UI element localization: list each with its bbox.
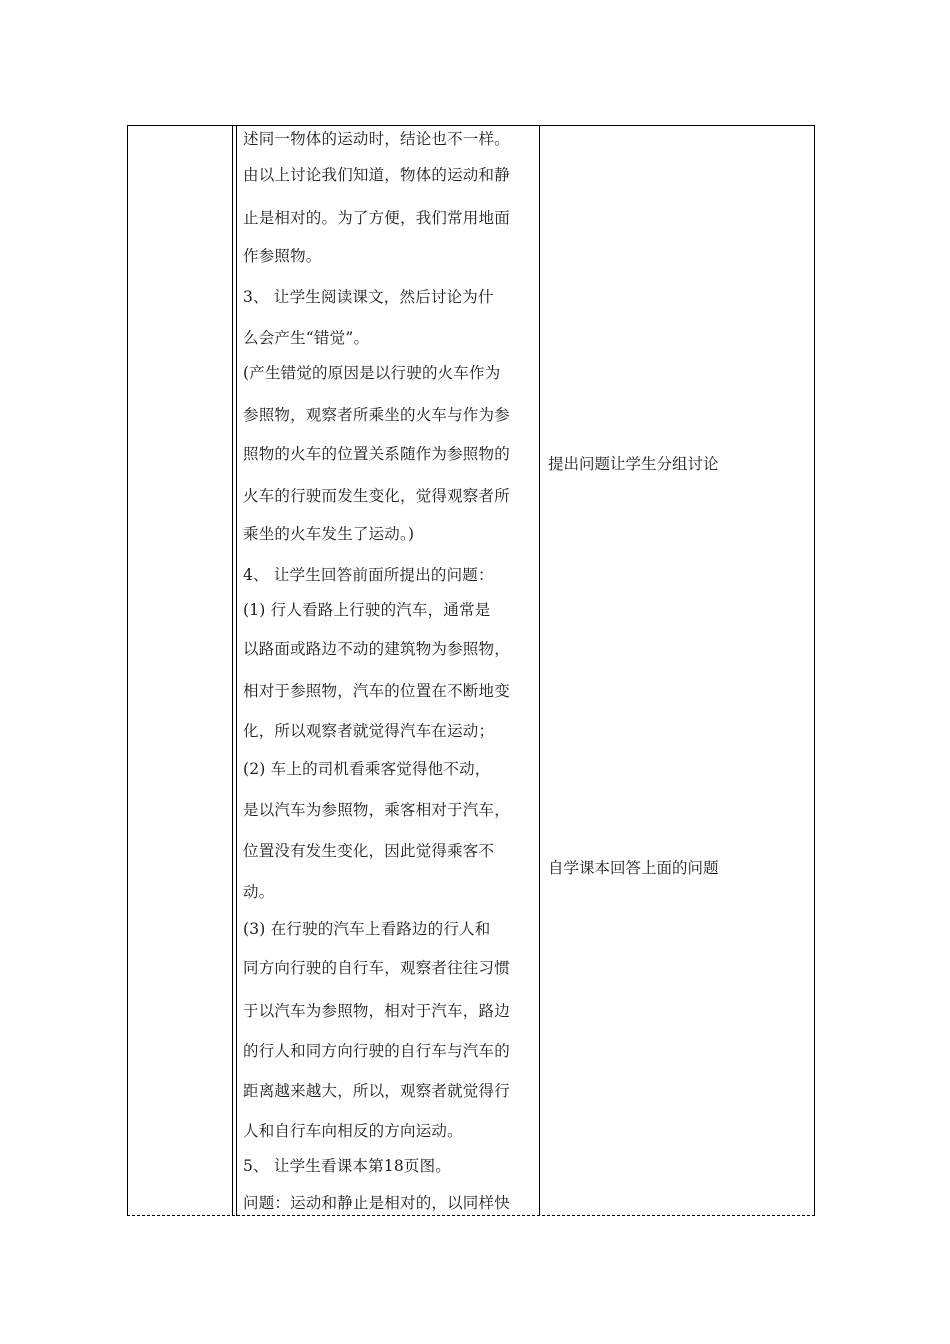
content-line: 作参照物。 — [243, 247, 322, 265]
content-line: 4、 让学生回答前面所提出的问题： — [243, 566, 494, 584]
content-line: 动。 — [243, 883, 275, 901]
content-line: (产生错觉的原因是以行驶的火车作为 — [243, 364, 501, 382]
content-line: 同方向行驶的自行车，观察者往往习惯 — [243, 959, 510, 977]
content-line: 的行人和同方向行驶的自行车与汽车的 — [243, 1042, 510, 1060]
content-line: 是以汽车为参照物，乘客相对于汽车， — [243, 801, 510, 819]
content-line: 5、 让学生看课本第18页图。 — [243, 1157, 452, 1175]
content-line: (1) 行人看路上行驶的汽车，通常是 — [243, 601, 491, 619]
content-line: 位置没有发生变化，因此觉得乘客不 — [243, 842, 495, 860]
content-line: 以路面或路边不动的建筑物为参照物， — [243, 640, 510, 658]
content-line: 照物的火车的位置关系随作为参照物的 — [243, 445, 510, 463]
table-top-border — [127, 125, 815, 126]
content-line: 么会产生“错觉”。 — [243, 329, 370, 347]
content-line: 化，所以观察者就觉得汽车在运动； — [243, 722, 495, 740]
content-line: (2) 车上的司机看乘客觉得他不动， — [243, 760, 491, 778]
column-divider — [232, 125, 233, 1216]
column-divider — [236, 125, 237, 1216]
content-line: 述同一物体的运动时，结论也不一样。 — [243, 130, 510, 148]
activity-note: 提出问题让学生分组讨论 — [548, 455, 719, 473]
content-line: (3) 在行驶的汽车上看路边的行人和 — [243, 920, 491, 938]
table-right-border — [814, 125, 815, 1216]
content-line: 止是相对的。为了方便，我们常用地面 — [243, 209, 510, 227]
content-line: 相对于参照物，汽车的位置在不断地变 — [243, 682, 510, 700]
page-break-dashed-line — [127, 1215, 815, 1216]
content-line: 于以汽车为参照物，相对于汽车，路边 — [243, 1002, 510, 1020]
content-line: 参照物，观察者所乘坐的火车与作为参 — [243, 406, 510, 424]
content-line: 3、 让学生阅读课文，然后讨论为什 — [243, 288, 494, 306]
content-line: 人和自行车向相反的方向运动。 — [243, 1122, 463, 1140]
activity-note: 自学课本回答上面的问题 — [548, 859, 719, 877]
content-line: 问题：运动和静止是相对的，以同样快 — [243, 1194, 510, 1212]
table-left-border — [127, 125, 128, 1216]
content-line: 由以上讨论我们知道，物体的运动和静 — [243, 166, 510, 184]
content-line: 火车的行驶而发生变化，觉得观察者所 — [243, 487, 510, 505]
column-divider — [539, 125, 540, 1216]
content-line: 乘坐的火车发生了运动。) — [243, 525, 415, 543]
content-line: 距离越来越大，所以，观察者就觉得行 — [243, 1082, 510, 1100]
